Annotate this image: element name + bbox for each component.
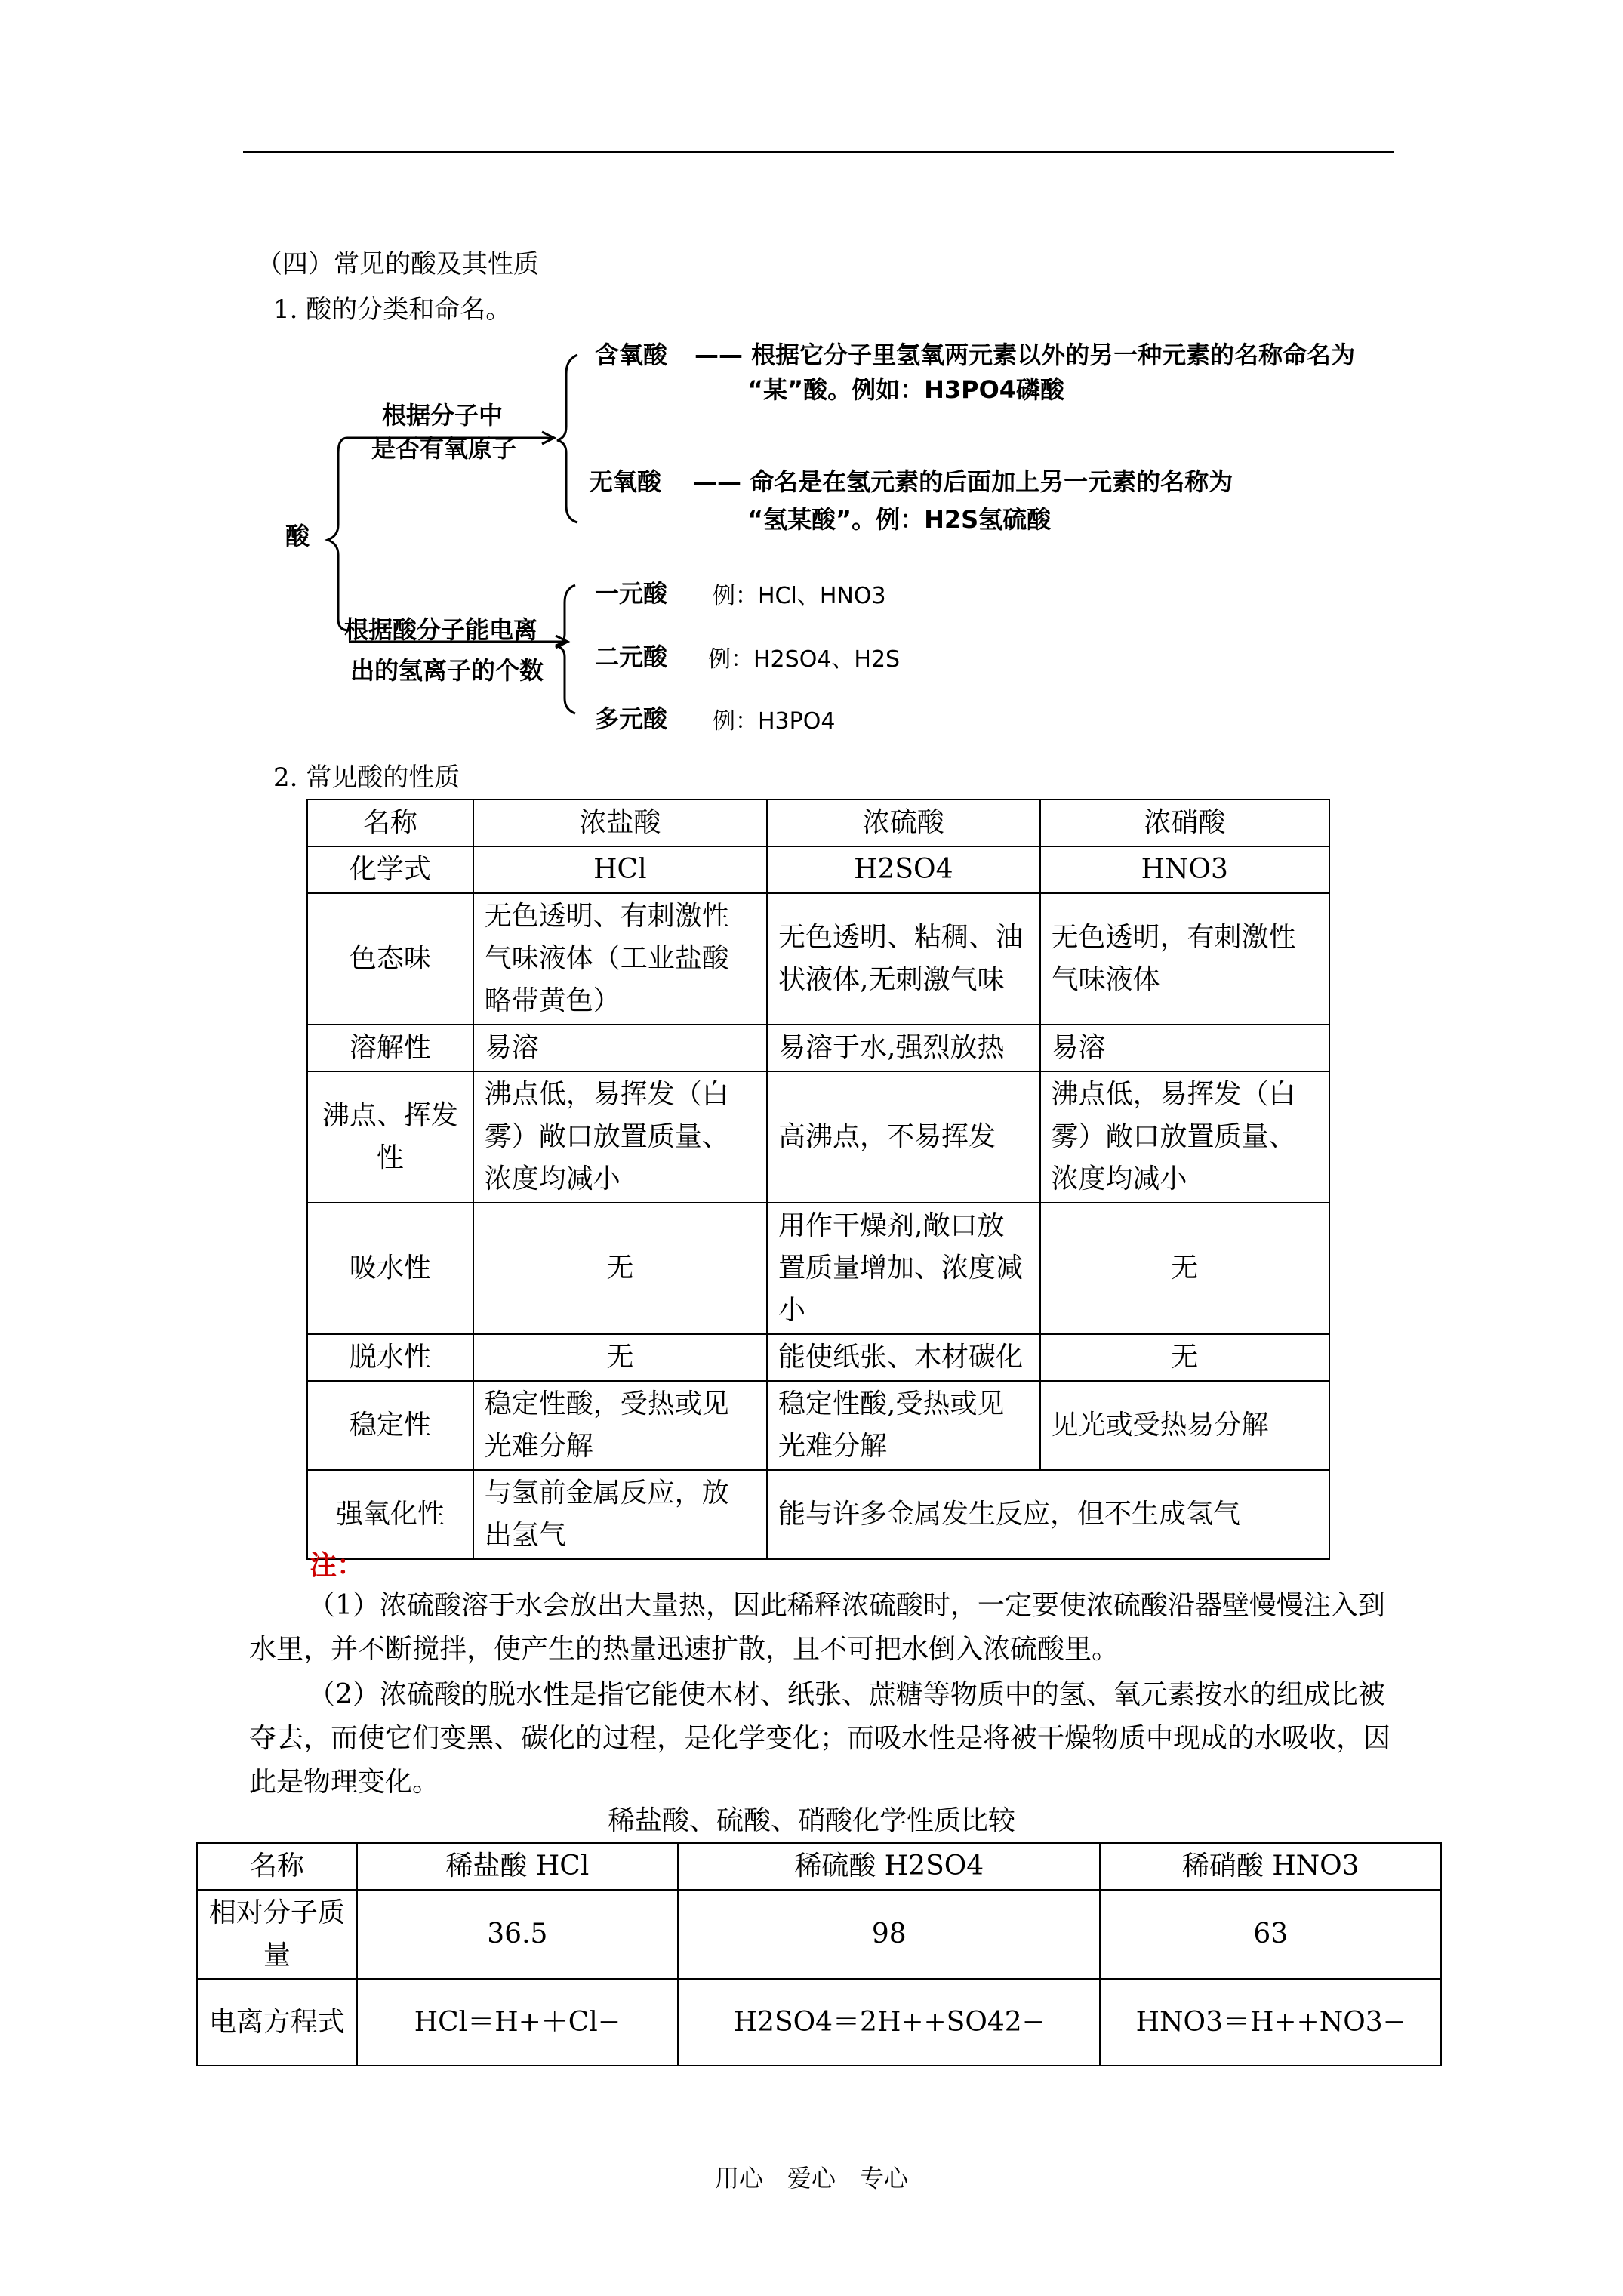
header-cell: 浓盐酸 [473, 800, 767, 846]
non-oxy-acid-desc-line2: “氢某酸”。例：H2S氢硫酸 [747, 505, 1052, 534]
table-row [307, 1381, 1329, 1470]
row-label: 稳定性 [307, 1381, 473, 1470]
table-row [307, 1025, 1329, 1071]
table-header-row [307, 800, 1329, 846]
table-cell: 高沸点，不易挥发 [767, 1071, 1040, 1203]
row-label: 脱水性 [307, 1334, 473, 1381]
branch-hydrogen-line2: 出的氢离子的个数 [350, 656, 544, 685]
row-label: 色态味 [307, 893, 473, 1025]
formula-cell: H2SO4 [767, 846, 1040, 893]
table-cell: H2SO4＝2H++SO42− [678, 1979, 1100, 2066]
table-cell: 稳定性酸,受热或见光难分解 [767, 1381, 1040, 1470]
header-rule [243, 151, 1394, 153]
table-row [307, 1203, 1329, 1334]
mono-acid-label: 一元酸 [595, 579, 668, 608]
table-cell: 稳定性酸，受热或见光难分解 [473, 1381, 767, 1470]
table-2-title: 稀盐酸、硫酸、硝酸化学性质比较 [607, 1805, 1015, 1836]
diagram-root-acid: 酸 [285, 522, 310, 550]
header-cell: 浓硝酸 [1040, 800, 1329, 846]
table-cell: 见光或受热易分解 [1040, 1381, 1329, 1470]
table-cell: 无 [1040, 1203, 1329, 1334]
oxy-acid-desc-line2: “某”酸。例如：H3PO4磷酸 [747, 375, 1065, 404]
header-cell: 稀硝酸 HNO3 [1100, 1843, 1441, 1890]
table-cell: 98 [678, 1890, 1100, 1979]
poly-acid-label: 多元酸 [595, 704, 668, 733]
item-2-heading: 2. 常见酸的性质 [273, 763, 460, 793]
table-cell: 沸点低，易挥发（白雾）敞口放置质量、浓度均减小 [1040, 1071, 1329, 1203]
mono-acid-example: 例：HCl、HNO3 [713, 583, 886, 609]
table-row [307, 893, 1329, 1025]
table-row [307, 1334, 1329, 1381]
table-cell: 无色透明，有刺激性气味液体 [1040, 893, 1329, 1025]
non-oxy-acid-desc-line1: —— 命名是在氢元素的后面加上另一元素的名称为 [693, 467, 1233, 496]
note-2: （2）浓硫酸的脱水性是指它能使木材、纸张、蔗糖等物质中的氢、氧元素按水的组成比被夺去，而使它们变黑、碳化的过程，是化学变化；而吸水性是将被干燥物质中现成的水吸收，因此是物理变化。 [249, 1679, 1391, 1798]
header-cell: 稀盐酸 HCl [357, 1843, 678, 1890]
table-cell: 易溶于水,强烈放热 [767, 1025, 1040, 1071]
table-cell: 无色透明、粘稠、油状液体,无刺激气味 [767, 893, 1040, 1025]
branch-oxygen-line2: 是否有氧原子 [371, 434, 517, 463]
table-cell: 63 [1100, 1890, 1441, 1979]
poly-acid-example: 例：H3PO4 [713, 708, 836, 735]
table-row [307, 1470, 1329, 1559]
table-row [307, 846, 1329, 893]
table-cell: 能与许多金属发生反应，但不生成氢气 [767, 1470, 1329, 1559]
non-oxy-acid-label: 无氧酸 [589, 467, 662, 496]
formula-cell: HCl [473, 846, 767, 893]
header-cell: 稀硫酸 H2SO4 [678, 1843, 1100, 1890]
table-cell: HNO3＝H++NO3− [1100, 1979, 1441, 2066]
row-label: 电离方程式 [197, 1979, 357, 2066]
table-cell: HCl＝H+＋Cl− [357, 1979, 678, 2066]
oxy-acid-label: 含氧酸 [595, 341, 668, 369]
table-cell: 无 [473, 1203, 767, 1334]
row-label: 相对分子质量 [197, 1890, 357, 1979]
section-title: （四）常见的酸及其性质 [257, 249, 539, 279]
branch-hydrogen-line1: 根据酸分子能电离 [344, 615, 538, 644]
table-cell: 易溶 [473, 1025, 767, 1071]
table-cell: 沸点低，易挥发（白雾）敞口放置质量、浓度均减小 [473, 1071, 767, 1203]
row-label: 吸水性 [307, 1203, 473, 1334]
table-cell: 与氢前金属反应，放出氢气 [473, 1470, 767, 1559]
row-label: 沸点、挥发性 [307, 1071, 473, 1203]
formula-cell: HNO3 [1040, 846, 1329, 893]
di-acid-example: 例：H2SO4、H2S [708, 646, 901, 673]
acid-classification-diagram [279, 332, 1449, 755]
item-1-heading: 1. 酸的分类和命名。 [273, 294, 512, 325]
table-cell: 易溶 [1040, 1025, 1329, 1071]
table-cell: 无 [473, 1334, 767, 1381]
note-label: 注： [310, 1549, 365, 1581]
oxy-acid-desc-line1: —— 根据它分子里氢氧两元素以外的另一种元素的名称命名为 [694, 341, 1356, 369]
table-cell: 36.5 [357, 1890, 678, 1979]
header-cell: 名称 [197, 1843, 357, 1890]
dilute-acids-table [196, 1842, 1442, 2066]
table-row [197, 1890, 1441, 1979]
table-cell: 能使纸张、木材碳化 [767, 1334, 1040, 1381]
header-cell: 名称 [307, 800, 473, 846]
table-row [197, 1979, 1441, 2066]
branch-oxygen-line1: 根据分子中 [382, 401, 504, 430]
table-cell: 用作干燥剂,敞口放置质量增加、浓度减小 [767, 1203, 1040, 1334]
table-cell: 无 [1040, 1334, 1329, 1381]
di-acid-label: 二元酸 [595, 643, 668, 671]
row-label: 溶解性 [307, 1025, 473, 1071]
row-label: 强氧化性 [307, 1470, 473, 1559]
page-footer: 用心 爱心 专心 [714, 2164, 908, 2193]
concentrated-acids-table [306, 799, 1330, 1560]
table-header-row [197, 1843, 1441, 1890]
header-cell: 浓硫酸 [767, 800, 1040, 846]
note-1: （1）浓硫酸溶于水会放出大量热，因此稀释浓硫酸时，一定要使浓硫酸沿器壁慢慢注入到水里，并不断搅拌，使产生的热量迅速扩散，且不可把水倒入浓硫酸里。 [249, 1590, 1385, 1665]
table-row [307, 1071, 1329, 1203]
table-cell: 无色透明、有刺激性气味液体（工业盐酸略带黄色） [473, 893, 767, 1025]
row-label: 化学式 [307, 846, 473, 893]
